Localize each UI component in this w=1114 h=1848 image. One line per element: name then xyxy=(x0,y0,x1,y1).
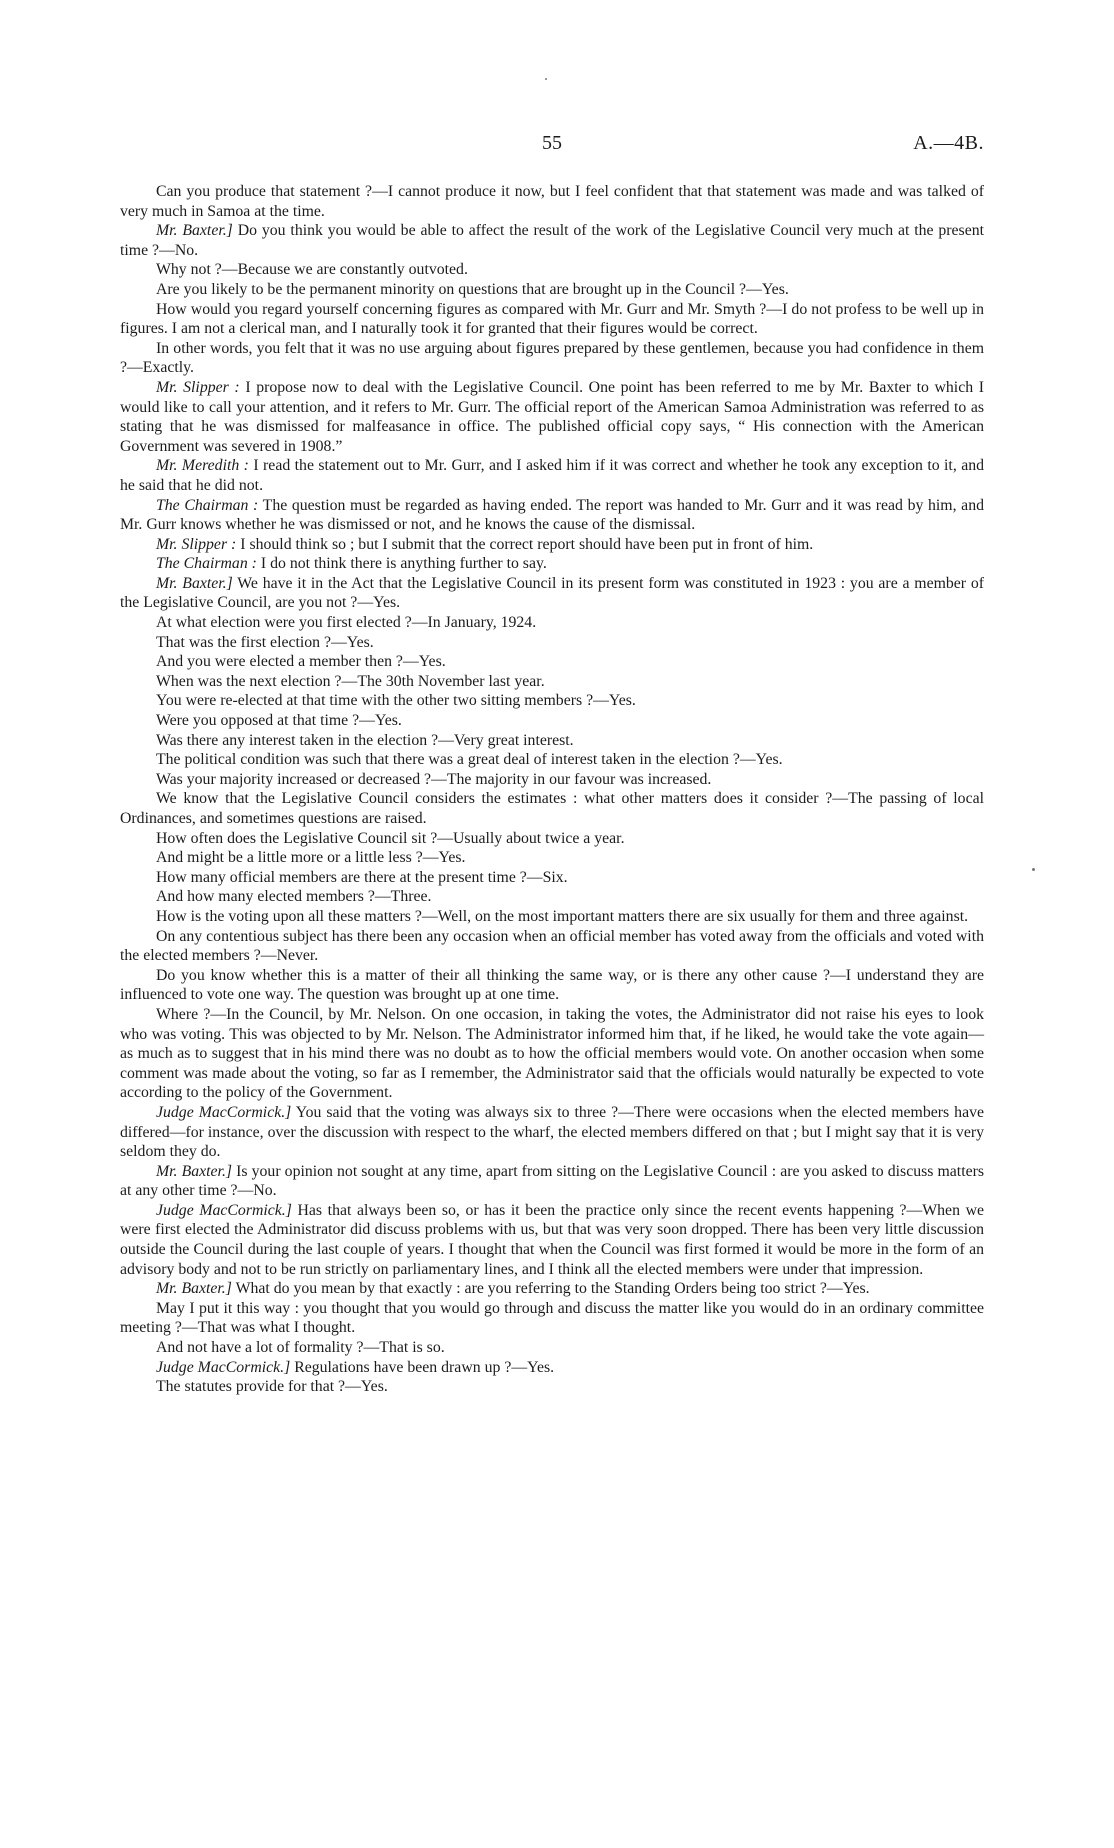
paragraph xyxy=(120,260,984,280)
speaker-name: Mr. Baxter.] xyxy=(156,222,233,240)
paragraph-text: We know that the Legislative Council considers the estimates : what other matters does it consider ?—The passing of local Ordinances, and sometimes questions are raised. xyxy=(120,790,984,827)
paragraph-text: You were re-elected at that time with the other two sitting members ?—Yes. xyxy=(156,692,636,710)
paragraph xyxy=(120,280,984,300)
paragraph xyxy=(120,907,984,927)
document-reference: A.—4B. xyxy=(913,132,984,154)
paragraph xyxy=(120,633,984,653)
speaker-name: Judge MacCormick.] xyxy=(156,1103,292,1121)
paragraph-text: I read the statement out to Mr. Gurr, and I asked him if it was correct and whether he took any exception to it, and he said that he did not. xyxy=(120,457,984,494)
paragraph-text: Do you think you would be able to affect the result of the work of the Legislative Council very much at the present time ?—No. xyxy=(120,222,985,259)
paragraph xyxy=(120,927,984,966)
paragraph xyxy=(120,966,984,1005)
paragraph xyxy=(120,1299,984,1338)
paragraph xyxy=(120,868,984,888)
speaker-name: Mr. Baxter.] xyxy=(156,574,233,592)
paragraph-text: The political condition was such that there was a great deal of interest taken in the election ?—Yes. xyxy=(156,751,783,769)
paragraph xyxy=(120,1103,984,1162)
paragraph-text: And you were elected a member then ?—Yes. xyxy=(156,653,446,671)
transcript-body xyxy=(120,182,984,1397)
speaker-name: Judge MacCormick.] xyxy=(156,1201,292,1219)
paragraph xyxy=(120,789,984,828)
paragraph-text: And how many elected members ?—Three. xyxy=(156,888,432,906)
paragraph xyxy=(120,672,984,692)
paragraph-text: How often does the Legislative Council sit ?—Usually about twice a year. xyxy=(156,829,625,847)
paragraph xyxy=(120,829,984,849)
paragraph xyxy=(120,887,984,907)
paragraph-text: I should think so ; but I submit that the correct report should have been put in front of him. xyxy=(236,535,814,553)
speaker-name: Mr. Slipper : xyxy=(156,535,237,553)
paragraph xyxy=(120,1279,984,1299)
paragraph xyxy=(120,1005,984,1103)
paragraph-text: Has that always been so, or has it been the practice only since the recent events happening ?—When we were first elected the Administrator did discuss problems with us, but that was very soon dropped. There has been very little discussion outside the Council during the last couple of years. I thought that when the Council was first formed it would be more in the form of an advisory body and not to be run strictly on parliamentary lines, and I think all the elected members were under that impression. xyxy=(120,1201,984,1278)
paragraph xyxy=(120,339,984,378)
paragraph xyxy=(120,496,984,535)
scan-speck xyxy=(1032,868,1035,871)
paragraph xyxy=(120,1377,984,1397)
paragraph xyxy=(120,1338,984,1358)
paragraph-text: Was your majority increased or decreased ?—The majority in our favour was increased. xyxy=(156,770,712,788)
paragraph xyxy=(120,456,984,495)
paragraph-text: That was the first election ?—Yes. xyxy=(156,633,374,651)
paragraph xyxy=(120,554,984,574)
paragraph-text: At what election were you first elected ?—In January, 1924. xyxy=(156,614,537,632)
paragraph-text: How many official members are there at the present time ?—Six. xyxy=(156,868,568,886)
speaker-name: Mr. Slipper : xyxy=(156,378,240,396)
paragraph xyxy=(120,731,984,751)
paragraph-text: How would you regard yourself concerning figures as compared with Mr. Gurr and Mr. Smyth ?—I do not profess to be well up in figures. I am not a clerical man, and I naturally took it for granted that their figures would be correct. xyxy=(120,300,984,338)
paragraph-text: You said that the voting was always six to three ?—There were occasions when the elected members have differed—for instance, over the discussion with respect to the wharf, the elected members differed on that ; but I might say that it is very seldom they do. xyxy=(120,1103,984,1161)
paragraph-text: We have it in the Act that the Legislative Council in its present form was constituted in 1923 : you are a member of the Legislative Council, are you not ?—Yes. xyxy=(120,574,985,612)
paragraph-text: What do you mean by that exactly : are you referring to the Standing Orders being too strict ?—Yes. xyxy=(231,1280,870,1298)
paragraph xyxy=(120,691,984,711)
paragraph xyxy=(120,1358,984,1378)
paragraph-text: Why not ?—Because we are constantly outvoted. xyxy=(156,261,468,279)
paragraph xyxy=(120,750,984,770)
speaker-name: The Chairman : xyxy=(156,555,257,573)
paragraph-text: Do you know whether this is a matter of their all thinking the same way, or is there any other cause ?—I understand they are influenced to vote one way. The question was brought up at one time. xyxy=(120,966,984,1004)
paragraph-text: I do not think there is anything further to say. xyxy=(256,555,547,573)
paragraph-text: And not have a lot of formality ?—That is so. xyxy=(156,1339,445,1357)
paragraph-text: May I put it this way : you thought that you would go through and discuss the matter like you would do in an ordinary committee meeting ?—That was what I thought. xyxy=(120,1299,984,1337)
paragraph xyxy=(120,613,984,633)
paragraph-text: Is your opinion not sought at any time, apart from sitting on the Legislative Council : are you asked to discuss matters at any other time ?—No. xyxy=(120,1162,984,1200)
paragraph xyxy=(120,574,984,613)
speaker-name: The Chairman : xyxy=(156,496,259,514)
paragraph xyxy=(120,378,984,456)
page-header xyxy=(120,132,984,162)
paragraph-text: Where ?—In the Council, by Mr. Nelson. On one occasion, in taking the votes, the Administrator did not raise his eyes to look who was voting. This was objected to by Mr. Nelson. The Administrator informed him that, if he liked, he would take the vote again—as much as to suggest that in his mind there was no doubt as to how the official members would vote. On another occasion when some comment was made about the voting, so far as I remember, the Administrator said that the officials would naturally be expected to vote according to the policy of the Government. xyxy=(120,1005,984,1102)
speaker-name: Mr. Baxter.] xyxy=(156,1162,233,1180)
paragraph-text: Was there any interest taken in the election ?—Very great interest. xyxy=(156,731,574,749)
speaker-name: Judge MacCormick.] xyxy=(156,1358,291,1376)
speaker-name: Mr. Baxter.] xyxy=(156,1280,232,1298)
paragraph xyxy=(120,300,984,339)
paragraph-text: Regulations have been drawn up ?—Yes. xyxy=(290,1358,555,1376)
paragraph-text: Are you likely to be the permanent minority on questions that are brought up in the Council ?—Yes. xyxy=(156,280,789,298)
speaker-name: Mr. Meredith : xyxy=(156,457,249,475)
scan-speck xyxy=(545,78,547,80)
paragraph-text: The statutes provide for that ?—Yes. xyxy=(156,1378,388,1396)
paragraph xyxy=(120,770,984,790)
paragraph xyxy=(120,1162,984,1201)
paragraph-text: In other words, you felt that it was no use arguing about figures prepared by these gentlemen, because you had confidence in them ?—Exactly. xyxy=(120,339,984,377)
paragraph-text: The question must be regarded as having ended. The report was handed to Mr. Gurr and it was read by him, and Mr. Gurr knows whether he was dismissed or not, and he knows the cause of the dismissal. xyxy=(120,496,984,534)
paragraph-text: On any contentious subject has there been any occasion when an official member has voted away from the officials and voted with the elected members ?—Never. xyxy=(120,927,984,965)
paragraph-text: Were you opposed at that time ?—Yes. xyxy=(156,712,402,730)
paragraph-text: How is the voting upon all these matters ?—Well, on the most important matters there are six usually for them and three against. xyxy=(156,907,969,925)
paragraph-text: And might be a little more or a little less ?—Yes. xyxy=(156,849,466,867)
paragraph xyxy=(120,711,984,731)
page-number: 55 xyxy=(542,132,562,154)
paragraph xyxy=(120,652,984,672)
paragraph-text: When was the next election ?—The 30th November last year. xyxy=(156,672,545,690)
paragraph-text: Can you produce that statement ?—I cannot produce it now, but I feel confident that that statement was made and was talked of very much in Samoa at the time. xyxy=(120,183,984,220)
paragraph xyxy=(120,535,984,555)
paragraph-text: I propose now to deal with the Legislative Council. One point has been referred to me by Mr. Baxter to which I would like to call your attention, and it refers to Mr. Gurr. The official report of the American Samoa Administration was referred to as stating that he was dismissed for malfeasance in office. The published official copy says, “ His connection with the American Government was severed in 1908.” xyxy=(120,378,985,455)
paragraph xyxy=(120,182,984,221)
paragraph xyxy=(120,221,984,260)
paragraph xyxy=(120,848,984,868)
paragraph xyxy=(120,1201,984,1279)
